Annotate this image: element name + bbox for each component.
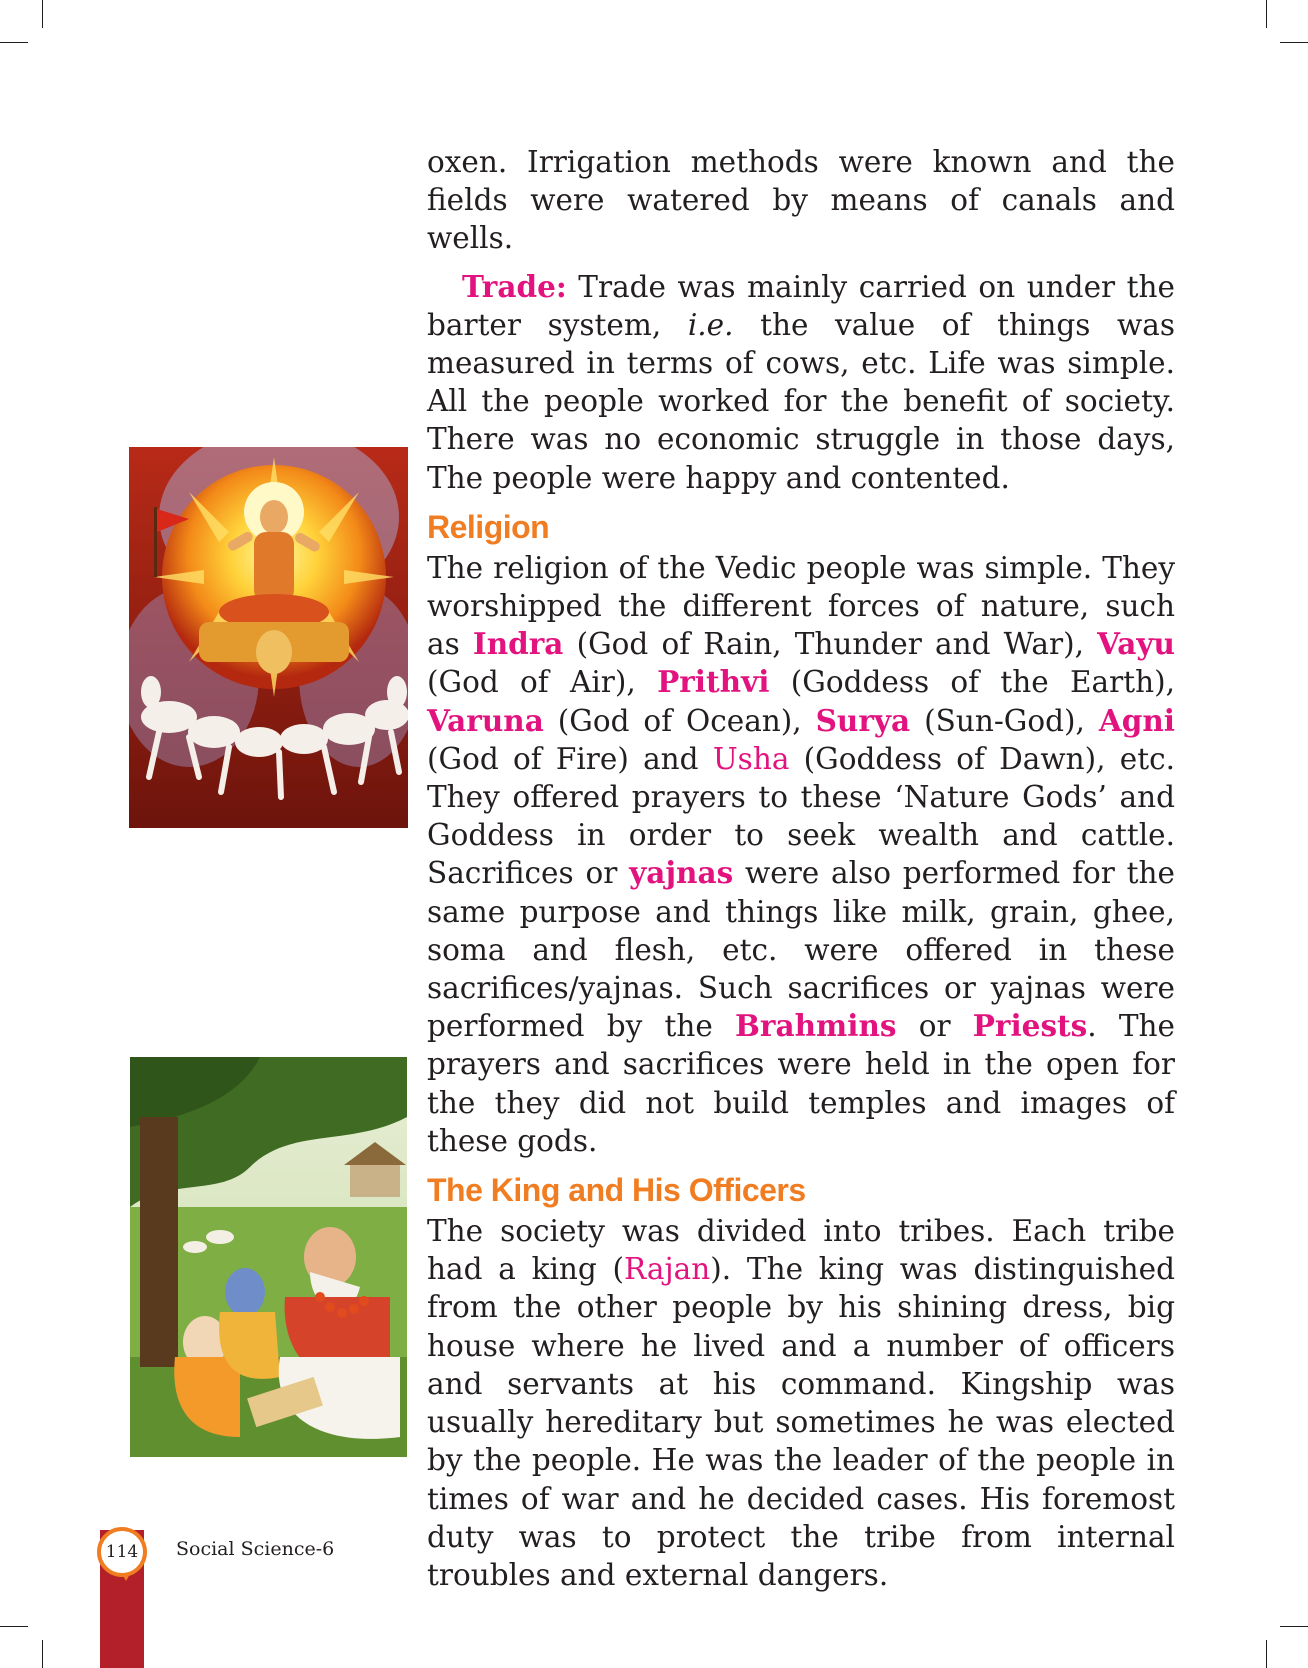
religion-text: (Sun-God),: [910, 703, 1099, 738]
king-text: The society was divided into tribes. Each tribe had a king (: [427, 1214, 1175, 1287]
page-number-badge: [97, 1527, 147, 1577]
crop-mark-bottom-right-h: [1280, 1626, 1308, 1627]
crop-mark-bottom-left-v: [42, 1640, 43, 1668]
crop-mark-top-left-v: [42, 0, 43, 28]
keyword-brahmins: Brahmins: [734, 1008, 897, 1044]
trade-ie: i.e.: [687, 307, 734, 342]
keyword-prithvi: Prithvi: [657, 664, 770, 700]
guru-teaching-illustration: [130, 1057, 407, 1457]
religion-text: (God of Fire) and: [427, 741, 713, 776]
book-title: Social Science-6: [176, 1538, 335, 1560]
keyword-trade: Trade:: [462, 268, 567, 304]
paragraph-religion: [427, 549, 1175, 1160]
crop-mark-top-right-v: [1266, 0, 1267, 28]
religion-text: (God of Rain, Thunder and War),: [563, 627, 1098, 662]
keyword-indra: Indra: [472, 626, 564, 662]
paragraph-irrigation: oxen. Irrigation methods were known and the fields were watered by means of canals and wells.: [427, 145, 1175, 256]
keyword-priests: Priests: [972, 1008, 1088, 1044]
religion-text: were also performed for the same purpose and things like milk, grain, ghee, soma and flesh, etc. were offered in these sacrifices/yajnas. Such sacrifices or yajnas were performed by the: [427, 856, 1175, 1044]
keyword-usha: Usha: [712, 741, 790, 776]
religion-text: (God of Air),: [427, 665, 658, 700]
keyword-yajnas: yajnas: [629, 855, 734, 891]
page-number: 114: [105, 1542, 139, 1562]
main-text-column: [427, 143, 1175, 1594]
heading-king-and-officers: The King and His Officers: [427, 1172, 806, 1209]
keyword-agni: Agni: [1098, 702, 1175, 738]
trade-text-2: the value of things was measured in terms of cows, etc. Life was simple. All the people worked for the benefit of society. There was no economic struggle in those days, The people were happy and contented.: [427, 307, 1175, 495]
surya-chariot-illustration: [129, 447, 408, 828]
keyword-varuna: Varuna: [427, 702, 544, 738]
keyword-surya: Surya: [815, 702, 911, 738]
crop-mark-top-left-h: [0, 42, 28, 43]
trade-text-1: Trade was mainly carried on under the barter system,: [427, 269, 1175, 342]
guru-illustration-svg: [130, 1057, 407, 1457]
surya-illustration-svg: [129, 447, 408, 828]
religion-text: (Goddess of the Earth),: [769, 665, 1175, 700]
religion-text: . The prayers and sacrifices were held in the open for the they did not build temples and images of these gods.: [427, 1009, 1175, 1158]
crop-mark-bottom-left-h: [0, 1626, 28, 1627]
paragraph-trade: [427, 268, 1175, 497]
religion-text: (God of Ocean),: [543, 703, 816, 738]
crop-mark-top-right-h: [1280, 42, 1308, 43]
religion-text: (Goddess of Dawn), etc. They offered prayers to these ‘Nature Gods’ and Goddess in order to seek wealth and cattle. Sacrifices or: [427, 741, 1175, 891]
king-text: ). The king was distinguished from the other people by his shining dress, big house where he lived and a number of officers and servants at his command. Kingship was usually hereditary but sometimes he was elected by the people. He was the leader of the people in times of war and he decided cases. His foremost duty was to protect the tribe from internal troubles and external dangers.: [427, 1252, 1175, 1592]
heading-religion: Religion: [427, 508, 550, 545]
paragraph-king: [427, 1212, 1175, 1594]
keyword-vayu: Vayu: [1097, 626, 1176, 662]
crop-mark-bottom-right-v: [1266, 1640, 1267, 1668]
religion-text: or: [896, 1009, 973, 1044]
keyword-rajan: Rajan: [624, 1252, 711, 1287]
religion-text: The religion of the Vedic people was simple. They worshipped the different forces of nature, such as: [427, 550, 1175, 662]
